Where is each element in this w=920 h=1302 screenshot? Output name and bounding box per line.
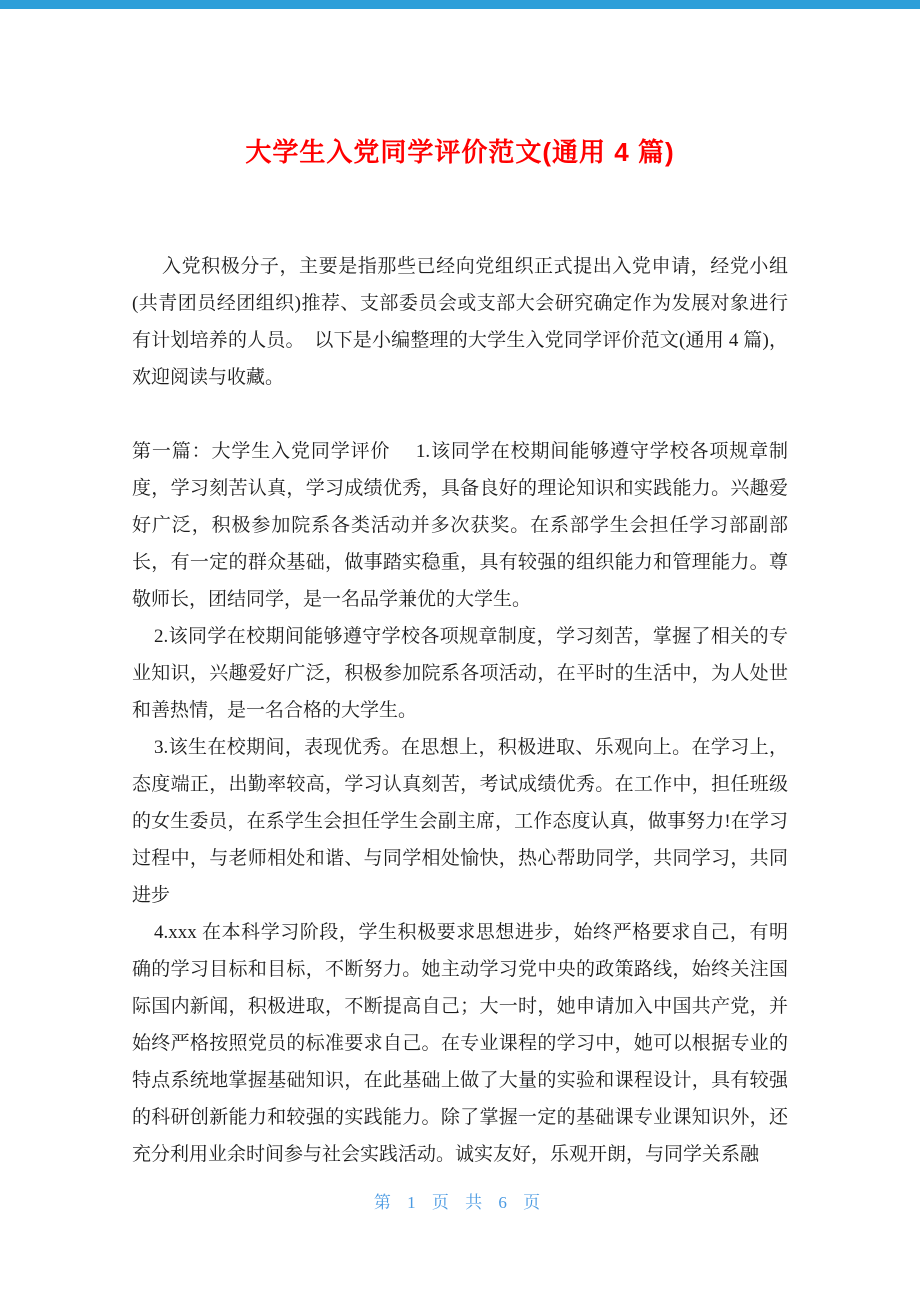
document-title: 大学生入党同学评价范文(通用 4 篇) — [245, 137, 675, 167]
page-footer — [0, 1188, 920, 1213]
paragraph: 2.该同学在校期间能够遵守学校各项规章制度，学习刻苦，掌握了相关的专业知识，兴趣爱好广泛，积极参加院系各项活动，在平时的生活中，为人处世和善热情，是一名合格的大学生。 — [132, 626, 788, 721]
page-number-label: 第 1 页 共 6 页 — [373, 1193, 547, 1212]
document-body — [132, 248, 788, 1173]
paragraph: 第一篇：大学生入党同学评价 1.该同学在校期间能够遵守学校各项规章制度，学习刻苦认真，学习成绩优秀，具备良好的理论知识和实践能力。兴趣爱好广泛，积极参加院系各类活动并多次获奖。在系部学生会担任学习部副部长，有一定的群众基础，做事踏实稳重，具有较强的组织能力和管理能力。尊敬师长，团结同学，是一名品学兼优的大学生。 — [132, 441, 788, 610]
top-accent-bar — [0, 0, 920, 9]
paragraph: 4.xxx 在本科学习阶段，学生积极要求思想进步，始终严格要求自己，有明确的学习目标和目标，不断努力。她主动学习党中央的政策路线，始终关注国际国内新闻，积极进取，不断提高自己；大一时，她申请加入中国共产党，并始终严格按照党员的标准要求自己。在专业课程的学习中，她可以根据专业的特点系统地掌握基础知识，在此基础上做了大量的实验和课程设计，具有较强的科研创新能力和较强的实践能力。除了掌握一定的基础课专业课知识外，还充分利用业余时间参与社会实践活动。诚实友好，乐观开朗，与同学关系融 — [132, 922, 788, 1165]
paragraph: 入党积极分子，主要是指那些已经向党组织正式提出入党申请，经党小组(共青团员经团组织)推荐、支部委员会或支部大会研究确定作为发展对象进行有计划培养的人员。 以下是小编整理的大学生入党同学评价范文(通用 4 篇)，欢迎阅读与收藏。 — [132, 256, 788, 388]
paragraph: 3.该生在校期间，表现优秀。在思想上，积极进取、乐观向上。在学习上，态度端正，出勤率较高，学习认真刻苦，考试成绩优秀。在工作中，担任班级的女生委员，在系学生会担任学生会副主席，工作态度认真，做事努力!在学习过程中，与老师相处和谐、与同学相处愉快，热心帮助同学，共同学习，共同进步 — [132, 737, 788, 906]
